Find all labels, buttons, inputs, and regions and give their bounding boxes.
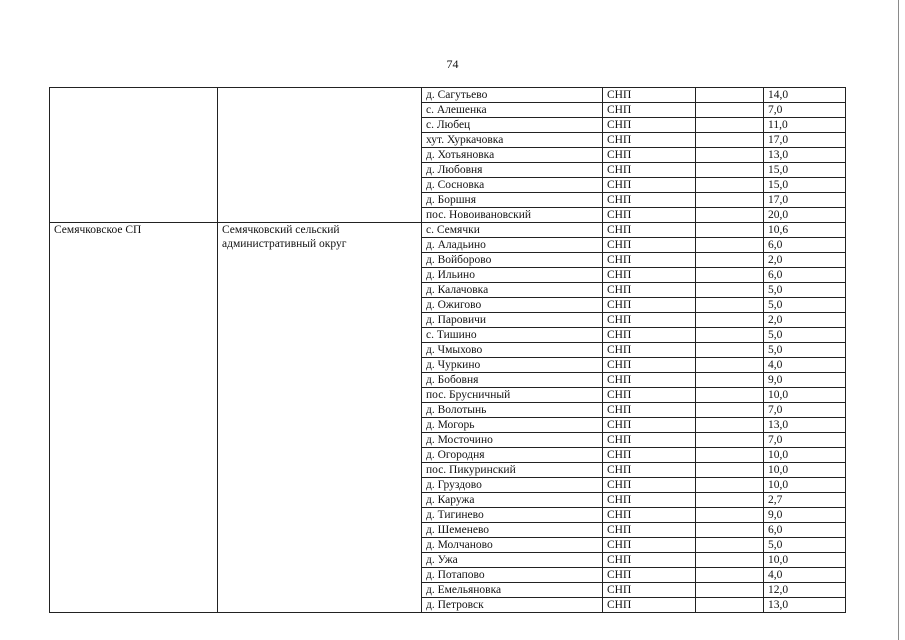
settlements-table: [49, 87, 846, 613]
type-cell: СНП: [603, 583, 696, 598]
value-cell: 5,0: [764, 328, 846, 343]
value-cell: 11,0: [764, 118, 846, 133]
type-cell: СНП: [603, 493, 696, 508]
empty-cell: [696, 463, 764, 478]
type-cell: СНП: [603, 103, 696, 118]
empty-cell: [696, 343, 764, 358]
empty-cell: [696, 88, 764, 103]
locality-cell: д. Паровичи: [422, 313, 603, 328]
value-cell: 10,0: [764, 553, 846, 568]
value-cell: 6,0: [764, 523, 846, 538]
type-cell: СНП: [603, 553, 696, 568]
empty-cell: [696, 223, 764, 238]
value-cell: 14,0: [764, 88, 846, 103]
locality-cell: д. Шеменево: [422, 523, 603, 538]
value-cell: 6,0: [764, 268, 846, 283]
settlement-name-cell: [50, 88, 218, 223]
locality-cell: д. Мосточино: [422, 433, 603, 448]
value-cell: 5,0: [764, 283, 846, 298]
okrug-name-cell: [218, 88, 422, 223]
empty-cell: [696, 328, 764, 343]
type-cell: СНП: [603, 373, 696, 388]
value-cell: 10,0: [764, 478, 846, 493]
locality-cell: д. Молчаново: [422, 538, 603, 553]
empty-cell: [696, 388, 764, 403]
empty-cell: [696, 598, 764, 613]
table-row: [50, 88, 846, 103]
value-cell: 5,0: [764, 343, 846, 358]
value-cell: 20,0: [764, 208, 846, 223]
empty-cell: [696, 298, 764, 313]
value-cell: 17,0: [764, 133, 846, 148]
type-cell: СНП: [603, 403, 696, 418]
value-cell: 4,0: [764, 568, 846, 583]
locality-cell: с. Тишино: [422, 328, 603, 343]
type-cell: СНП: [603, 328, 696, 343]
type-cell: СНП: [603, 538, 696, 553]
type-cell: СНП: [603, 283, 696, 298]
empty-cell: [696, 313, 764, 328]
empty-cell: [696, 523, 764, 538]
value-cell: 10,0: [764, 463, 846, 478]
locality-cell: д. Хотьяновка: [422, 148, 603, 163]
locality-cell: д. Сосновка: [422, 178, 603, 193]
type-cell: СНП: [603, 298, 696, 313]
empty-cell: [696, 148, 764, 163]
type-cell: СНП: [603, 523, 696, 538]
value-cell: 2,0: [764, 313, 846, 328]
empty-cell: [696, 103, 764, 118]
empty-cell: [696, 448, 764, 463]
value-cell: 4,0: [764, 358, 846, 373]
locality-cell: с. Алешенка: [422, 103, 603, 118]
value-cell: 13,0: [764, 598, 846, 613]
empty-cell: [696, 178, 764, 193]
locality-cell: д. Емельяновка: [422, 583, 603, 598]
value-cell: 10,6: [764, 223, 846, 238]
value-cell: 13,0: [764, 148, 846, 163]
empty-cell: [696, 433, 764, 448]
value-cell: 2,7: [764, 493, 846, 508]
type-cell: СНП: [603, 448, 696, 463]
value-cell: 13,0: [764, 418, 846, 433]
locality-cell: д. Калачовка: [422, 283, 603, 298]
type-cell: СНП: [603, 478, 696, 493]
value-cell: 7,0: [764, 103, 846, 118]
settlement-name-cell: Семячковское СП: [50, 223, 218, 613]
locality-cell: д. Каружа: [422, 493, 603, 508]
okrug-name-cell: Семячковский сельский административный округ: [218, 223, 422, 613]
empty-cell: [696, 253, 764, 268]
locality-cell: д. Сагутьево: [422, 88, 603, 103]
empty-cell: [696, 493, 764, 508]
locality-cell: д. Любовня: [422, 163, 603, 178]
type-cell: СНП: [603, 148, 696, 163]
locality-cell: д. Потапово: [422, 568, 603, 583]
locality-cell: д. Груздово: [422, 478, 603, 493]
empty-cell: [696, 403, 764, 418]
type-cell: СНП: [603, 163, 696, 178]
value-cell: 9,0: [764, 508, 846, 523]
empty-cell: [696, 478, 764, 493]
locality-cell: д. Ожигово: [422, 298, 603, 313]
type-cell: СНП: [603, 388, 696, 403]
value-cell: 12,0: [764, 583, 846, 598]
type-cell: СНП: [603, 343, 696, 358]
type-cell: СНП: [603, 238, 696, 253]
empty-cell: [696, 133, 764, 148]
page-number: 74: [446, 57, 459, 71]
type-cell: СНП: [603, 568, 696, 583]
locality-cell: д. Чуркино: [422, 358, 603, 373]
locality-cell: пос. Новоивановский: [422, 208, 603, 223]
settlements-table-body: [50, 88, 846, 613]
table-row: [50, 223, 846, 238]
locality-cell: д. Ужа: [422, 553, 603, 568]
type-cell: СНП: [603, 268, 696, 283]
locality-cell: с. Любец: [422, 118, 603, 133]
type-cell: СНП: [603, 358, 696, 373]
type-cell: СНП: [603, 508, 696, 523]
empty-cell: [696, 358, 764, 373]
locality-cell: д. Войборово: [422, 253, 603, 268]
type-cell: СНП: [603, 433, 696, 448]
empty-cell: [696, 283, 764, 298]
value-cell: 7,0: [764, 403, 846, 418]
empty-cell: [696, 568, 764, 583]
value-cell: 15,0: [764, 178, 846, 193]
type-cell: СНП: [603, 193, 696, 208]
value-cell: 5,0: [764, 538, 846, 553]
empty-cell: [696, 163, 764, 178]
page-edge-line: [898, 0, 899, 640]
locality-cell: с. Семячки: [422, 223, 603, 238]
type-cell: СНП: [603, 118, 696, 133]
value-cell: 5,0: [764, 298, 846, 313]
value-cell: 10,0: [764, 388, 846, 403]
locality-cell: д. Петровск: [422, 598, 603, 613]
type-cell: СНП: [603, 178, 696, 193]
type-cell: СНП: [603, 313, 696, 328]
locality-cell: пос. Пикуринский: [422, 463, 603, 478]
value-cell: 6,0: [764, 238, 846, 253]
locality-cell: д. Аладьино: [422, 238, 603, 253]
locality-cell: д. Ильино: [422, 268, 603, 283]
empty-cell: [696, 193, 764, 208]
type-cell: СНП: [603, 598, 696, 613]
empty-cell: [696, 418, 764, 433]
locality-cell: пос. Брусничный: [422, 388, 603, 403]
type-cell: СНП: [603, 418, 696, 433]
locality-cell: д. Боршня: [422, 193, 603, 208]
locality-cell: д. Огородня: [422, 448, 603, 463]
type-cell: СНП: [603, 463, 696, 478]
type-cell: СНП: [603, 88, 696, 103]
value-cell: 17,0: [764, 193, 846, 208]
locality-cell: д. Чмыхово: [422, 343, 603, 358]
type-cell: СНП: [603, 208, 696, 223]
empty-cell: [696, 538, 764, 553]
empty-cell: [696, 583, 764, 598]
type-cell: СНП: [603, 223, 696, 238]
value-cell: 7,0: [764, 433, 846, 448]
locality-cell: д. Бобовня: [422, 373, 603, 388]
locality-cell: д. Могорь: [422, 418, 603, 433]
empty-cell: [696, 208, 764, 223]
type-cell: СНП: [603, 133, 696, 148]
empty-cell: [696, 118, 764, 133]
empty-cell: [696, 268, 764, 283]
empty-cell: [696, 553, 764, 568]
locality-cell: хут. Хуркачовка: [422, 133, 603, 148]
empty-cell: [696, 238, 764, 253]
value-cell: 2,0: [764, 253, 846, 268]
empty-cell: [696, 508, 764, 523]
value-cell: 9,0: [764, 373, 846, 388]
locality-cell: д. Волотынь: [422, 403, 603, 418]
type-cell: СНП: [603, 253, 696, 268]
empty-cell: [696, 373, 764, 388]
locality-cell: д. Тигинево: [422, 508, 603, 523]
value-cell: 10,0: [764, 448, 846, 463]
value-cell: 15,0: [764, 163, 846, 178]
